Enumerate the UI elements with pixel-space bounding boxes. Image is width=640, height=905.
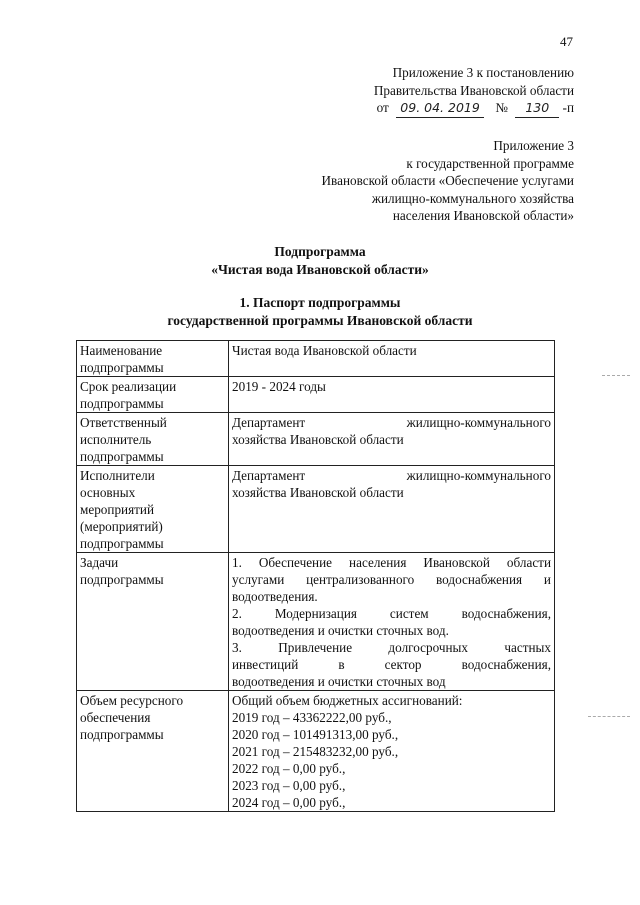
appendix-program-line: Приложение 3 [493, 138, 574, 153]
row-value-line: 2020 год – 101491313,00 руб., [232, 727, 399, 742]
row-value-line: 3. Привлечение долгосрочных частных [232, 640, 551, 655]
passport-title-line-1: 1. Паспорт подпрограммы [239, 295, 401, 310]
row-label-cell [77, 466, 229, 553]
row-label-line: подпрограммы [80, 396, 164, 411]
row-value-cell [229, 341, 555, 377]
row-value-line: Департамент жилищно-коммунального [232, 415, 551, 430]
appendix-resolution-line-1: Приложение 3 к постановлению [392, 65, 574, 80]
row-value-cell [229, 377, 555, 413]
scan-artifact-mark [588, 716, 630, 718]
table-row [77, 553, 555, 691]
row-value-line: 2019 - 2024 годы [232, 379, 326, 394]
row-label-line: подпрограммы [80, 572, 164, 587]
handwritten-number: 130 [515, 99, 559, 118]
scan-artifact-mark [602, 375, 630, 377]
table-row [77, 341, 555, 377]
row-label-line: мероприятий [80, 502, 155, 517]
passport-title [0, 294, 640, 330]
row-label-line: исполнитель [80, 432, 152, 447]
row-value-cell [229, 553, 555, 691]
number-label: № [495, 100, 508, 115]
row-value-line: водоотведения. [232, 589, 318, 604]
row-value-line: инвестиций в сектор водоснабжения, [232, 657, 551, 672]
row-value-line: водоотведения и очистки сточных вод. [232, 623, 449, 638]
row-value-line: 2021 год – 215483232,00 руб., [232, 744, 399, 759]
row-label-cell [77, 553, 229, 691]
row-label-line: основных [80, 485, 136, 500]
appendix-program-line: населения Ивановской области» [392, 208, 574, 223]
row-value-cell [229, 466, 555, 553]
row-label-line: подпрограммы [80, 727, 164, 742]
row-label-line: Срок реализации [80, 379, 177, 394]
resolution-date-number-line [250, 99, 574, 118]
row-value-cell [229, 691, 555, 812]
subprogram-title [0, 243, 640, 279]
appendix-program-line: жилищно-коммунального хозяйства [371, 190, 574, 206]
table-row [77, 466, 555, 553]
row-label-line: Задачи [80, 555, 119, 570]
appendix-program-header [250, 137, 574, 225]
subprogram-title-line-1: Подпрограмма [274, 244, 366, 259]
row-label-line: подпрограммы [80, 360, 164, 375]
table-row [77, 377, 555, 413]
number-suffix: -п [562, 100, 574, 115]
row-value-line: 2019 год – 43362222,00 руб., [232, 710, 392, 725]
table-row [77, 413, 555, 466]
appendix-program-line: Ивановской области «Обеспечение услугами [321, 173, 574, 188]
row-value-line: 2024 год – 0,00 руб., [232, 795, 346, 810]
row-value-line: 2022 год – 0,00 руб., [232, 761, 346, 776]
appendix-resolution-line-2: Правительства Ивановской области [373, 82, 574, 98]
appendix-resolution-header [250, 64, 574, 118]
row-value-line: Департамент жилищно-коммунального [232, 468, 551, 483]
row-value-line: хозяйства Ивановской области [232, 485, 404, 500]
row-label-line: Ответственный [80, 415, 167, 430]
from-label: от [376, 100, 389, 115]
passport-table [76, 340, 555, 812]
row-value-cell [229, 413, 555, 466]
row-label-line: (мероприятий) [80, 519, 163, 534]
handwritten-date: 09. 04. 2019 [396, 99, 484, 118]
row-label-line: Наименование [80, 343, 163, 358]
table-row [77, 691, 555, 812]
row-label-line: подпрограммы [80, 449, 164, 464]
row-label-line: Объем ресурсного [80, 693, 184, 708]
row-label-line: подпрограммы [80, 536, 164, 551]
row-value-line: Чистая вода Ивановской области [232, 343, 417, 358]
appendix-program-line: к государственной программе [406, 155, 574, 171]
row-value-line: 1. Обеспечение населения Ивановской области [232, 555, 551, 570]
row-label-cell [77, 377, 229, 413]
row-value-line: водоотведения и очистки сточных вод [232, 674, 446, 689]
row-value-line: 2023 год – 0,00 руб., [232, 778, 346, 793]
subprogram-title-line-2: «Чистая вода Ивановской области» [211, 262, 429, 277]
passport-title-line-2: государственной программы Ивановской области [167, 313, 473, 328]
row-label-line: Исполнители [80, 468, 155, 483]
row-value-line: 2. Модернизация систем водоснабжения, [232, 606, 551, 621]
row-label-cell [77, 413, 229, 466]
page-number: 47 [560, 34, 573, 49]
row-label-line: обеспечения [80, 710, 151, 725]
row-value-line: услугами централизованного водоснабжения и [232, 572, 551, 587]
row-label-cell [77, 691, 229, 812]
row-value-line: Общий объем бюджетных ассигнований: [232, 693, 463, 708]
row-label-cell [77, 341, 229, 377]
row-value-line: хозяйства Ивановской области [232, 432, 404, 447]
